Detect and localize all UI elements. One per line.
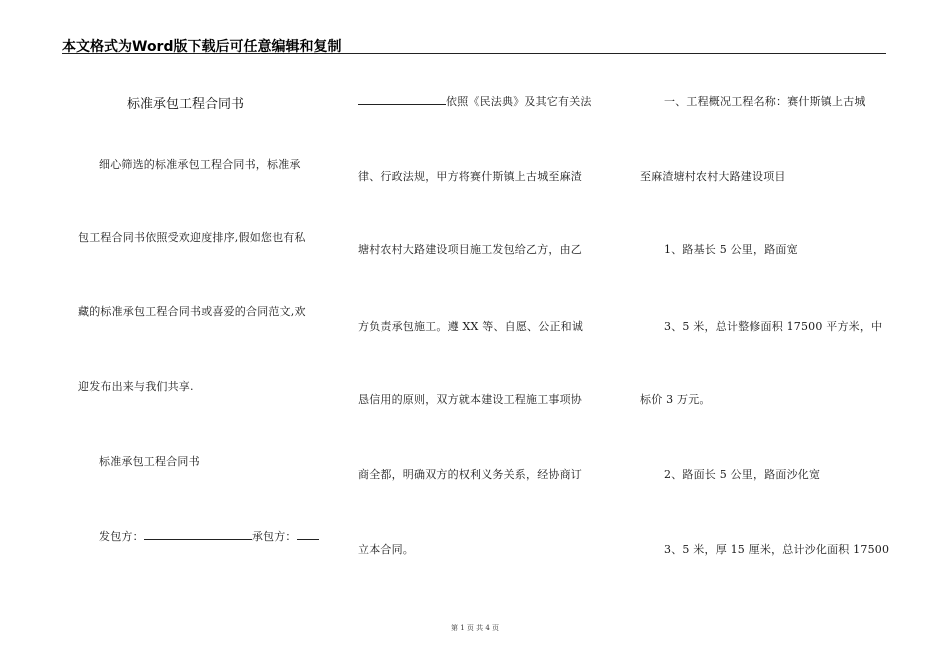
col1-paragraph-line-3: 藏的标准承包工程合同书或喜爱的合同范文,欢 <box>78 305 306 318</box>
document-header: 本文格式为Word版下载后可任意编辑和复制 <box>62 39 342 55</box>
col2-line-1-text: 依照《民法典》及其它有关法 <box>446 95 592 108</box>
party-a-label: 发包方： <box>99 530 144 543</box>
col2-line-6: 商全都，明确双方的权利义务关系，经协商订 <box>358 468 582 481</box>
party-a-blank <box>144 528 252 540</box>
col3-line-4: 3、5 米，总计整修面积 17500 平方米，中 <box>664 320 883 333</box>
col2-line-3: 塘村农村大路建设项目施工发包给乙方，由乙 <box>358 243 582 256</box>
col2-line-4: 方负责承包施工。遵 XX 等、自愿、公正和诚 <box>358 320 584 333</box>
col3-line-3: 1、路基长 5 公里，路面宽 <box>664 243 798 256</box>
col2-line-7: 立本合同。 <box>358 543 414 556</box>
col2-line-5: 恳信用的原则，双方就本建设工程施工事项协 <box>358 393 582 406</box>
col1-paragraph-line-4: 迎发布出来与我们共享. <box>78 380 194 393</box>
header-divider <box>62 53 886 54</box>
legal-basis-blank <box>358 93 446 105</box>
col1-paragraph-line-1: 细心筛选的标准承包工程合同书，标准承 <box>99 158 301 171</box>
party-b-blank <box>297 528 319 540</box>
party-b-label: 承包方： <box>251 530 297 543</box>
col1-paragraph-line-2: 包工程合同书依照受欢迎度排序,假如您也有私 <box>78 231 306 244</box>
col3-line-6: 2、路面长 5 公里，路面沙化宽 <box>664 468 821 481</box>
document-title: 标准承包工程合同书 <box>127 97 245 112</box>
col3-line-2: 至麻渣塘村农村大路建设项目 <box>640 170 786 183</box>
col2-line-2: 律、行政法规，甲方将赛什斯镇上古城至麻渣 <box>358 170 582 183</box>
col3-line-5: 标价 3 万元。 <box>640 393 711 406</box>
col2-line-1 <box>358 93 592 109</box>
page-number-footer: 第 1 页 共 4 页 <box>450 624 500 632</box>
col1-subtitle: 标准承包工程合同书 <box>99 455 200 468</box>
parties-line <box>99 528 319 544</box>
col3-line-1: 一、工程概况工程名称：赛什斯镇上古城 <box>664 95 866 108</box>
col3-line-7: 3、5 米，厚 15 厘米，总计沙化面积 17500 <box>664 543 890 556</box>
